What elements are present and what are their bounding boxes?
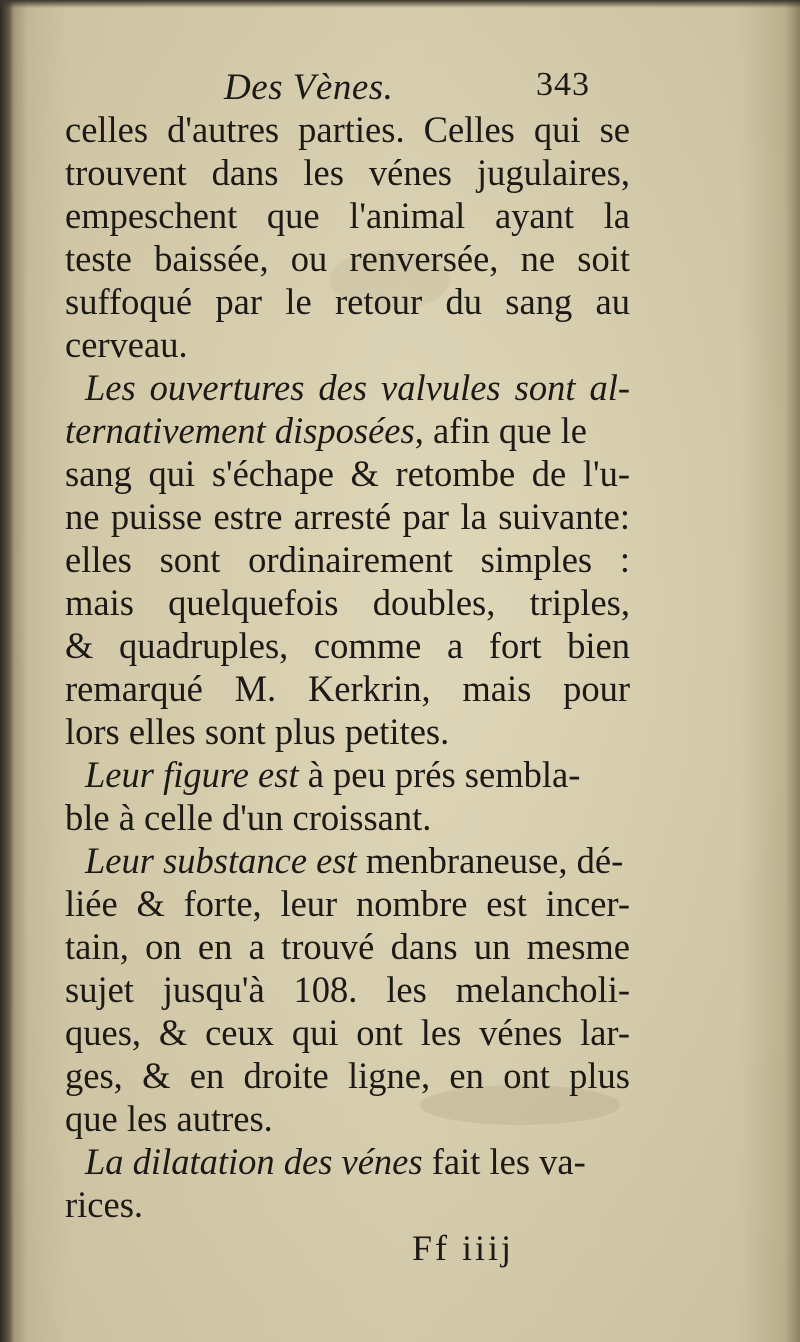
text-line: ble à celle d'un croissant.	[65, 797, 432, 838]
binding-edge	[0, 0, 14, 1342]
text-line	[65, 839, 630, 882]
roman-run: fait les va-	[422, 1141, 586, 1182]
body-text	[65, 108, 630, 1226]
italic-run: Les ouvertures des valvules sont al-	[85, 367, 630, 408]
italic-run: ternativement disposées	[65, 410, 415, 451]
text-line: & quadruples, comme a fort bien	[65, 625, 630, 666]
italic-run: Leur substance est	[85, 840, 357, 881]
top-edge-shadow	[0, 0, 800, 8]
italic-run: Leur figure est	[85, 754, 299, 795]
text-line: rices.	[65, 1184, 144, 1225]
text-line	[65, 366, 630, 409]
text-line	[65, 753, 630, 796]
text-line: elles sont ordinairement simples :	[65, 539, 630, 580]
roman-run: menbraneuse, dé-	[356, 840, 624, 881]
text-line: que les autres.	[65, 1098, 273, 1139]
text-line: remarqué M. Kerkrin, mais pour	[65, 668, 630, 709]
signature-mark: Ff iiij	[412, 1228, 515, 1268]
running-title: Des Vènes.	[224, 67, 394, 108]
page-number: 343	[536, 66, 590, 103]
text-line: teste baissée, ou renversée, ne soit	[65, 238, 630, 279]
text-line: trouvent dans les vénes jugulaires,	[65, 152, 630, 193]
text-line: ques, & ceux qui ont les vénes lar-	[65, 1012, 630, 1053]
text-line: mais quelquefois doubles, triples,	[65, 582, 630, 623]
text-line	[65, 409, 630, 452]
italic-run: La dilatation des vénes	[85, 1141, 423, 1182]
text-line: liée & forte, leur nombre est incer-	[65, 883, 630, 924]
text-line: cerveau.	[65, 324, 188, 365]
text-line: lors elles sont plus petites.	[65, 711, 450, 752]
text-line: empeschent que l'animal ayant la	[65, 195, 630, 236]
text-line: sang qui s'échape & retombe de l'u-	[65, 453, 630, 494]
roman-run: à peu prés sembla-	[298, 754, 581, 795]
text-line: tain, on en a trouvé dans un mesme	[65, 926, 630, 967]
text-line: suffoqué par le retour du sang au	[65, 281, 630, 322]
text-line: celles d'autres parties. Celles qui se	[65, 109, 630, 150]
text-line: ne puisse estre arresté par la suivante:	[65, 496, 630, 537]
text-line	[65, 1140, 630, 1183]
text-line: sujet jusqu'à 108. les melancholi-	[65, 969, 630, 1010]
roman-run: , afin que le	[414, 410, 588, 451]
text-line: ges, & en droite ligne, en ont plus	[65, 1055, 630, 1096]
